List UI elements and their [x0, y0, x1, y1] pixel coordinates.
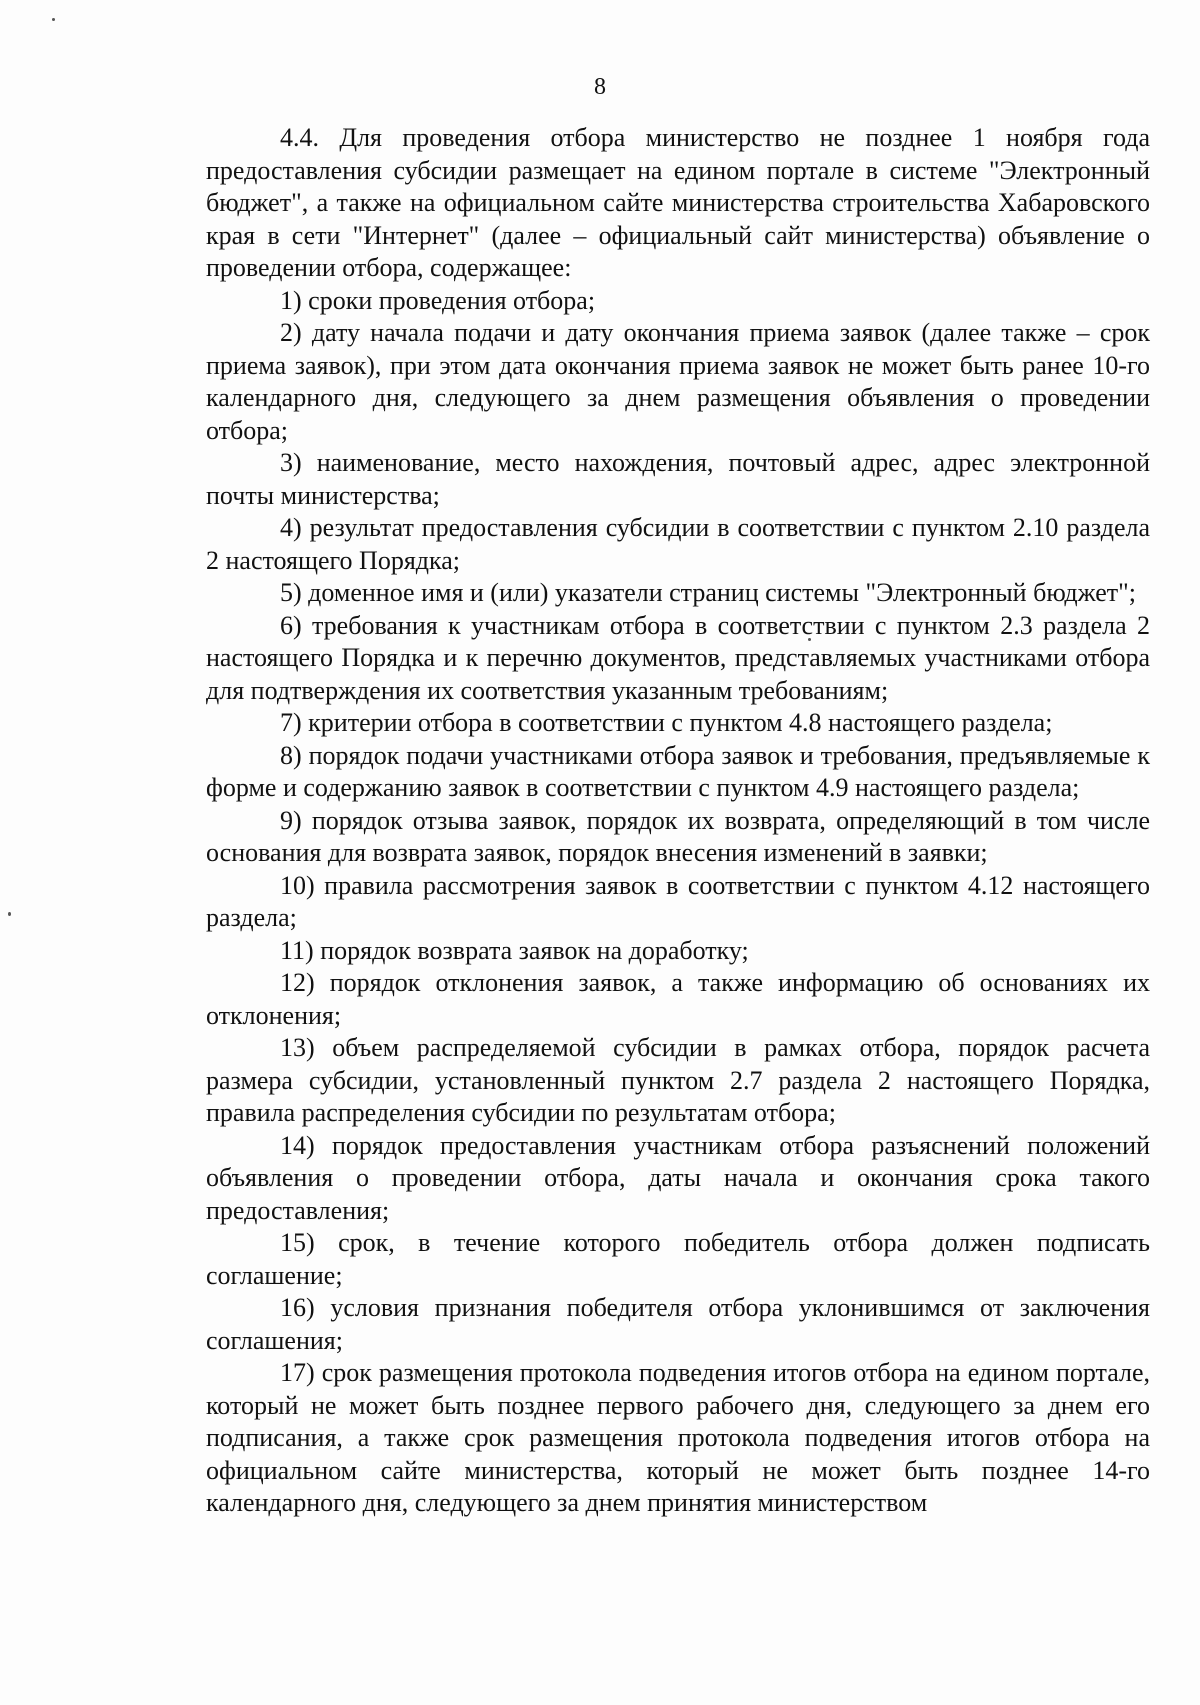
list-item-11: 11) порядок возврата заявок на доработку;	[280, 935, 749, 965]
scan-speck	[52, 18, 55, 21]
list-item-12: 12) порядок отклонения заявок, а также информацию об основаниях их отклонения;	[206, 968, 1150, 1030]
list-item-7: 7) критерии отбора в соответствии с пунктом 4.8 настоящего раздела;	[280, 708, 1053, 737]
list-item-17: 17) срок размещения протокола подведения итогов отбора на едином портале, который не может быть позднее первого рабочего дня, следующего за днем его подписания, а также срок размещения протокола подведения итогов отбора на официальном сайте министерства, который не может быть позднее 14-го календарного дня, следующего за днем принятия министерством	[206, 1358, 1150, 1517]
list-item-9: 9) порядок отзыва заявок, порядок их возврата, определяющий в том числе основания для возврата заявок, порядок внесения изменений в заявки;	[206, 805, 1150, 867]
list-item-16: 16) условия признания победителя отбора уклонившимся от заключения соглашения;	[206, 1293, 1150, 1355]
list-item-13: 13) объем распределяемой субсидии в рамках отбора, порядок расчета размера субсидии, установленный пунктом 2.7 раздела 2 настоящего Порядка, правила распределения субсидии по результатам отбора;	[206, 1033, 1150, 1127]
list-item-4: 4) результат предоставления субсидии в соответствии с пунктом 2.10 раздела 2 настоящего Порядка;	[206, 513, 1150, 575]
document-body	[206, 122, 1150, 1520]
scan-speck	[8, 912, 11, 916]
page-number: 8	[594, 74, 606, 100]
list-item-14: 14) порядок предоставления участникам отбора разъяснений положений объявления о проведении отбора, даты начала и окончания срока такого предоставления;	[206, 1130, 1150, 1225]
list-item-8: 8) порядок подачи участниками отбора заявок и требования, предъявляемые к форме и содержанию заявок в соответствии с пунктом 4.9 настоящего раздела;	[206, 740, 1150, 802]
list-item-1: 1) сроки проведения отбора;	[280, 285, 596, 315]
list-item-2: 2) дату начала подачи и дату окончания приема заявок (далее также – срок приема заявок), при этом дата окончания приема заявок не может быть ранее 10-го календарного дня, следующего за днем размещения объявления о проведении отбора;	[206, 318, 1150, 445]
list-item-5: 5) доменное имя и (или) указатели страниц системы "Электронный бюджет";	[280, 578, 1137, 607]
list-item-15: 15) срок, в течение которого победитель отбора должен подписать соглашение;	[206, 1228, 1150, 1290]
paragraph-4-4: 4.4. Для проведения отбора министерство не позднее 1 ноября года предоставления субсидии размещает на едином портале в системе "Электронный бюджет", а также на официальном сайте министерства строительства Хабаровского края в сети "Интернет" (далее – официальный сайт министерства) объявление о проведении отбора, содержащее:	[206, 123, 1150, 282]
list-item-10: 10) правила рассмотрения заявок в соответствии с пунктом 4.12 настоящего раздела;	[206, 870, 1150, 932]
list-item-6: 6) требования к участникам отбора в соответствии с пунктом 2.3 раздела 2 настоящего Порядка и к перечню документов, представляемых участниками отбора для подтверждения их соответствия указанным требованиям;	[206, 610, 1150, 705]
list-item-3: 3) наименование, место нахождения, почтовый адрес, адрес электронной почты министерства;	[206, 448, 1150, 510]
